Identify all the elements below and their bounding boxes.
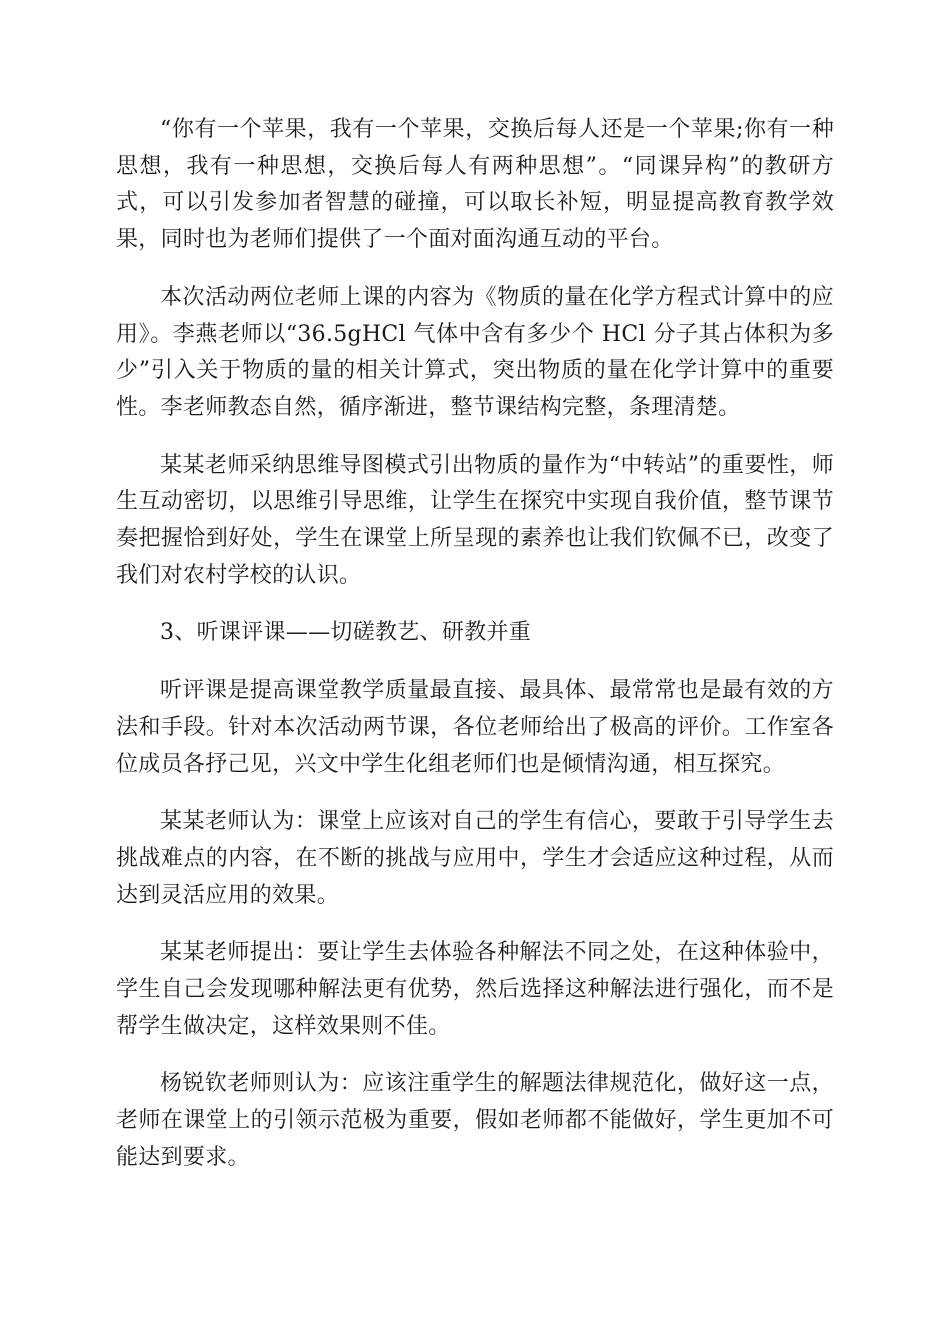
paragraph-lesson-content: 本次活动两位老师上课的内容为《物质的量在化学方程式计算中的应用》。李燕老师以“36.5gHCl 气体中含有多少个 HCl 分子其占体积为多少”引入关于物质的量的相关计算式，突出物质的量在化学计算中的重要性。李老师教态自然，循序渐进，整节课结构完整，条理清楚。 [116, 284, 834, 420]
paragraph-mind-map-teacher: 某某老师采纳思维导图模式引出物质的量作为“中转站”的重要性，师生互动密切，以思维引导思维，让学生在探究中实现自我价值，整节课节奏把握恰到好处，学生在课堂上所呈现的素养也让我们钦佩不已，改变了我们对农村学校的认识。 [116, 452, 834, 588]
section-heading-lesson-review: 3、听课评课——切磋教艺、研教并重 [160, 620, 532, 646]
paragraph-teacher-opinion-1: 某某老师认为：课堂上应该对自己的学生有信心，要敢于引导学生去挑战难点的内容，在不断的挑战与应用中，学生才会适应这种过程，从而达到灵活应用的效果。 [116, 809, 834, 908]
document-body [116, 112, 834, 1198]
paragraph-teacher-opinion-2: 某某老师提出：要让学生去体验各种解法不同之处，在这种体验中，学生自己会发现哪种解法更有优势，然后选择这种解法进行强化，而不是帮学生做决定，这样效果则不佳。 [116, 940, 834, 1039]
paragraph-review-intro: 听评课是提高课堂教学质量最直接、最具体、最常常也是最有效的方法和手段。针对本次活动两节课，各位老师给出了极高的评价。工作室各位成员各抒己见，兴文中学生化组老师们也是倾情沟通，相互探究。 [116, 678, 834, 777]
paragraph-apple-quote: “你有一个苹果，我有一个苹果，交换后每人还是一个苹果;你有一种思想，我有一种思想，交换后每人有两种思想”。“同课异构”的教研方式，可以引发参加者智慧的碰撞，可以取长补短，明显提高教育教学效果，同时也为老师们提供了一个面对面沟通互动的平台。 [116, 117, 834, 253]
paragraph-teacher-opinion-3: 杨锐钦老师则认为：应该注重学生的解题法律规范化，做好这一点，老师在课堂上的引领示范极为重要，假如老师都不能做好，学生更加不可能达到要求。 [116, 1071, 834, 1170]
